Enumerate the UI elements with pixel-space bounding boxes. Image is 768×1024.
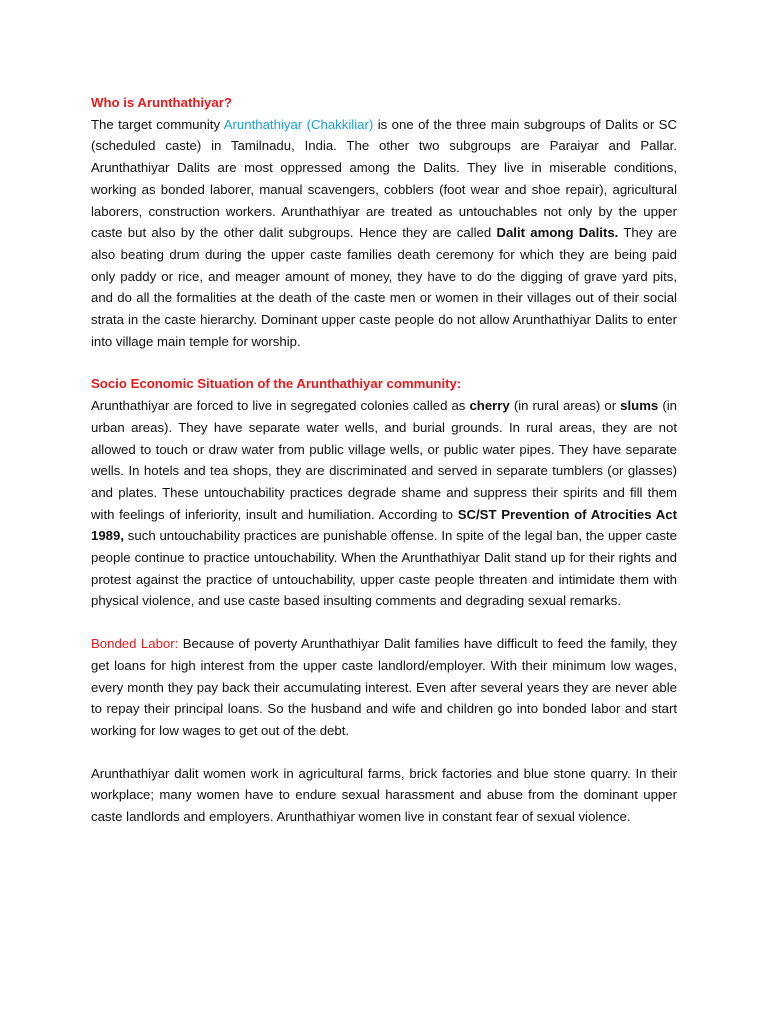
section-bonded-labor bbox=[91, 633, 677, 742]
bold-word-slums: slums bbox=[620, 398, 659, 414]
paragraph-who-is bbox=[91, 114, 677, 353]
text-run: such untouchability practices are punishable offense. In spite of the legal ban, the upper caste people continue to practice untouchability. When the Arunthathiyar Dalit stand up for their rights and protest against the practice of untouchability, upper caste people threaten and intimidate them with physical violence, and use caste based insulting comments and degrading sexual remarks. bbox=[91, 528, 677, 609]
inline-heading-bonded-labor: Bonded Labor: bbox=[91, 636, 179, 652]
section-women bbox=[91, 763, 677, 828]
bold-phrase-atrocities-act: SC/ST Prevention of Atrocities Act 1989, bbox=[91, 506, 677, 544]
text-run: Because of poverty Arunthathiyar Dalit families have difficult to feed the family, they get loans for high interest from the upper caste landlord/employer. With their minimum low wages, every month they pay back their accumulating interest. Even after several years they are never able to repay their principal loans. So the husband and wife and children go into bonded labor and start working for low wages to get out of the debt. bbox=[91, 636, 677, 738]
text-run: Arunthathiyar dalit women work in agricultural farms, brick factories and blue stone quarry. In their workplace; many women have to endure sexual harassment and abuse from the dominant upper caste landlords and employers. Arunthathiyar women live in constant fear of sexual violence. bbox=[91, 765, 677, 825]
section-heading-who-is: Who is Arunthathiyar? bbox=[91, 95, 232, 110]
text-run: The target community bbox=[91, 116, 224, 132]
text-run: is one of the three main subgroups of Dalits or SC (scheduled caste) in Tamilnadu, India. The other two subgroups are Paraiyar and Pallar. Arunthathiyar Dalits are most oppressed among the Dalits. They live in miserable conditions, working as bonded laborer, manual scavengers, cobblers (foot wear and shoe repair), agricultural laborers, construction workers. Arunthathiyar are treated as untouchables not only by the upper caste but also by the other dalit subgroups. Hence they are called bbox=[91, 116, 678, 241]
paragraph-women bbox=[91, 763, 677, 828]
paragraph-bonded-labor bbox=[91, 633, 677, 742]
text-run: (in urban areas). They have separate water wells, and burial grounds. In rural areas, they are not allowed to touch or draw water from public village wells, or public water pipes. They have separate wells. In hotels and tea shops, they are discriminated and served in separate tumblers (or glasses) and plates. These untouchability practices degrade shame and suppress their spirits and fill them with feelings of inferiority, insult and humiliation. According to bbox=[91, 398, 677, 522]
paragraph-socio-economic bbox=[91, 395, 677, 612]
text-run: (in rural areas) or bbox=[509, 398, 621, 414]
document-page bbox=[91, 92, 677, 849]
section-who-is-arunthathiyar bbox=[91, 92, 677, 352]
section-socio-economic bbox=[91, 373, 677, 612]
section-heading-socio-economic: Socio Economic Situation of the Arunthathiyar community: bbox=[91, 376, 462, 392]
bold-phrase-dalit-among-dalits: Dalit among Dalits. bbox=[496, 225, 619, 241]
highlighted-community-name: Arunthathiyar (Chakkiliar) bbox=[223, 116, 374, 132]
bold-word-cherry: cherry bbox=[469, 398, 510, 414]
text-run: Arunthathiyar are forced to live in segregated colonies called as bbox=[91, 398, 470, 414]
text-run: They are also beating drum during the upper caste families death ceremony for which they are being paid only paddy or rice, and meager amount of money, they have to do the digging of grave yard pits, and do all the formalities at the death of the caste men or women in their villages out of their social strata in the caste hierarchy. Dominant upper caste people do not allow Arunthathiyar Dalits to enter into village main temple for worship. bbox=[91, 225, 677, 349]
